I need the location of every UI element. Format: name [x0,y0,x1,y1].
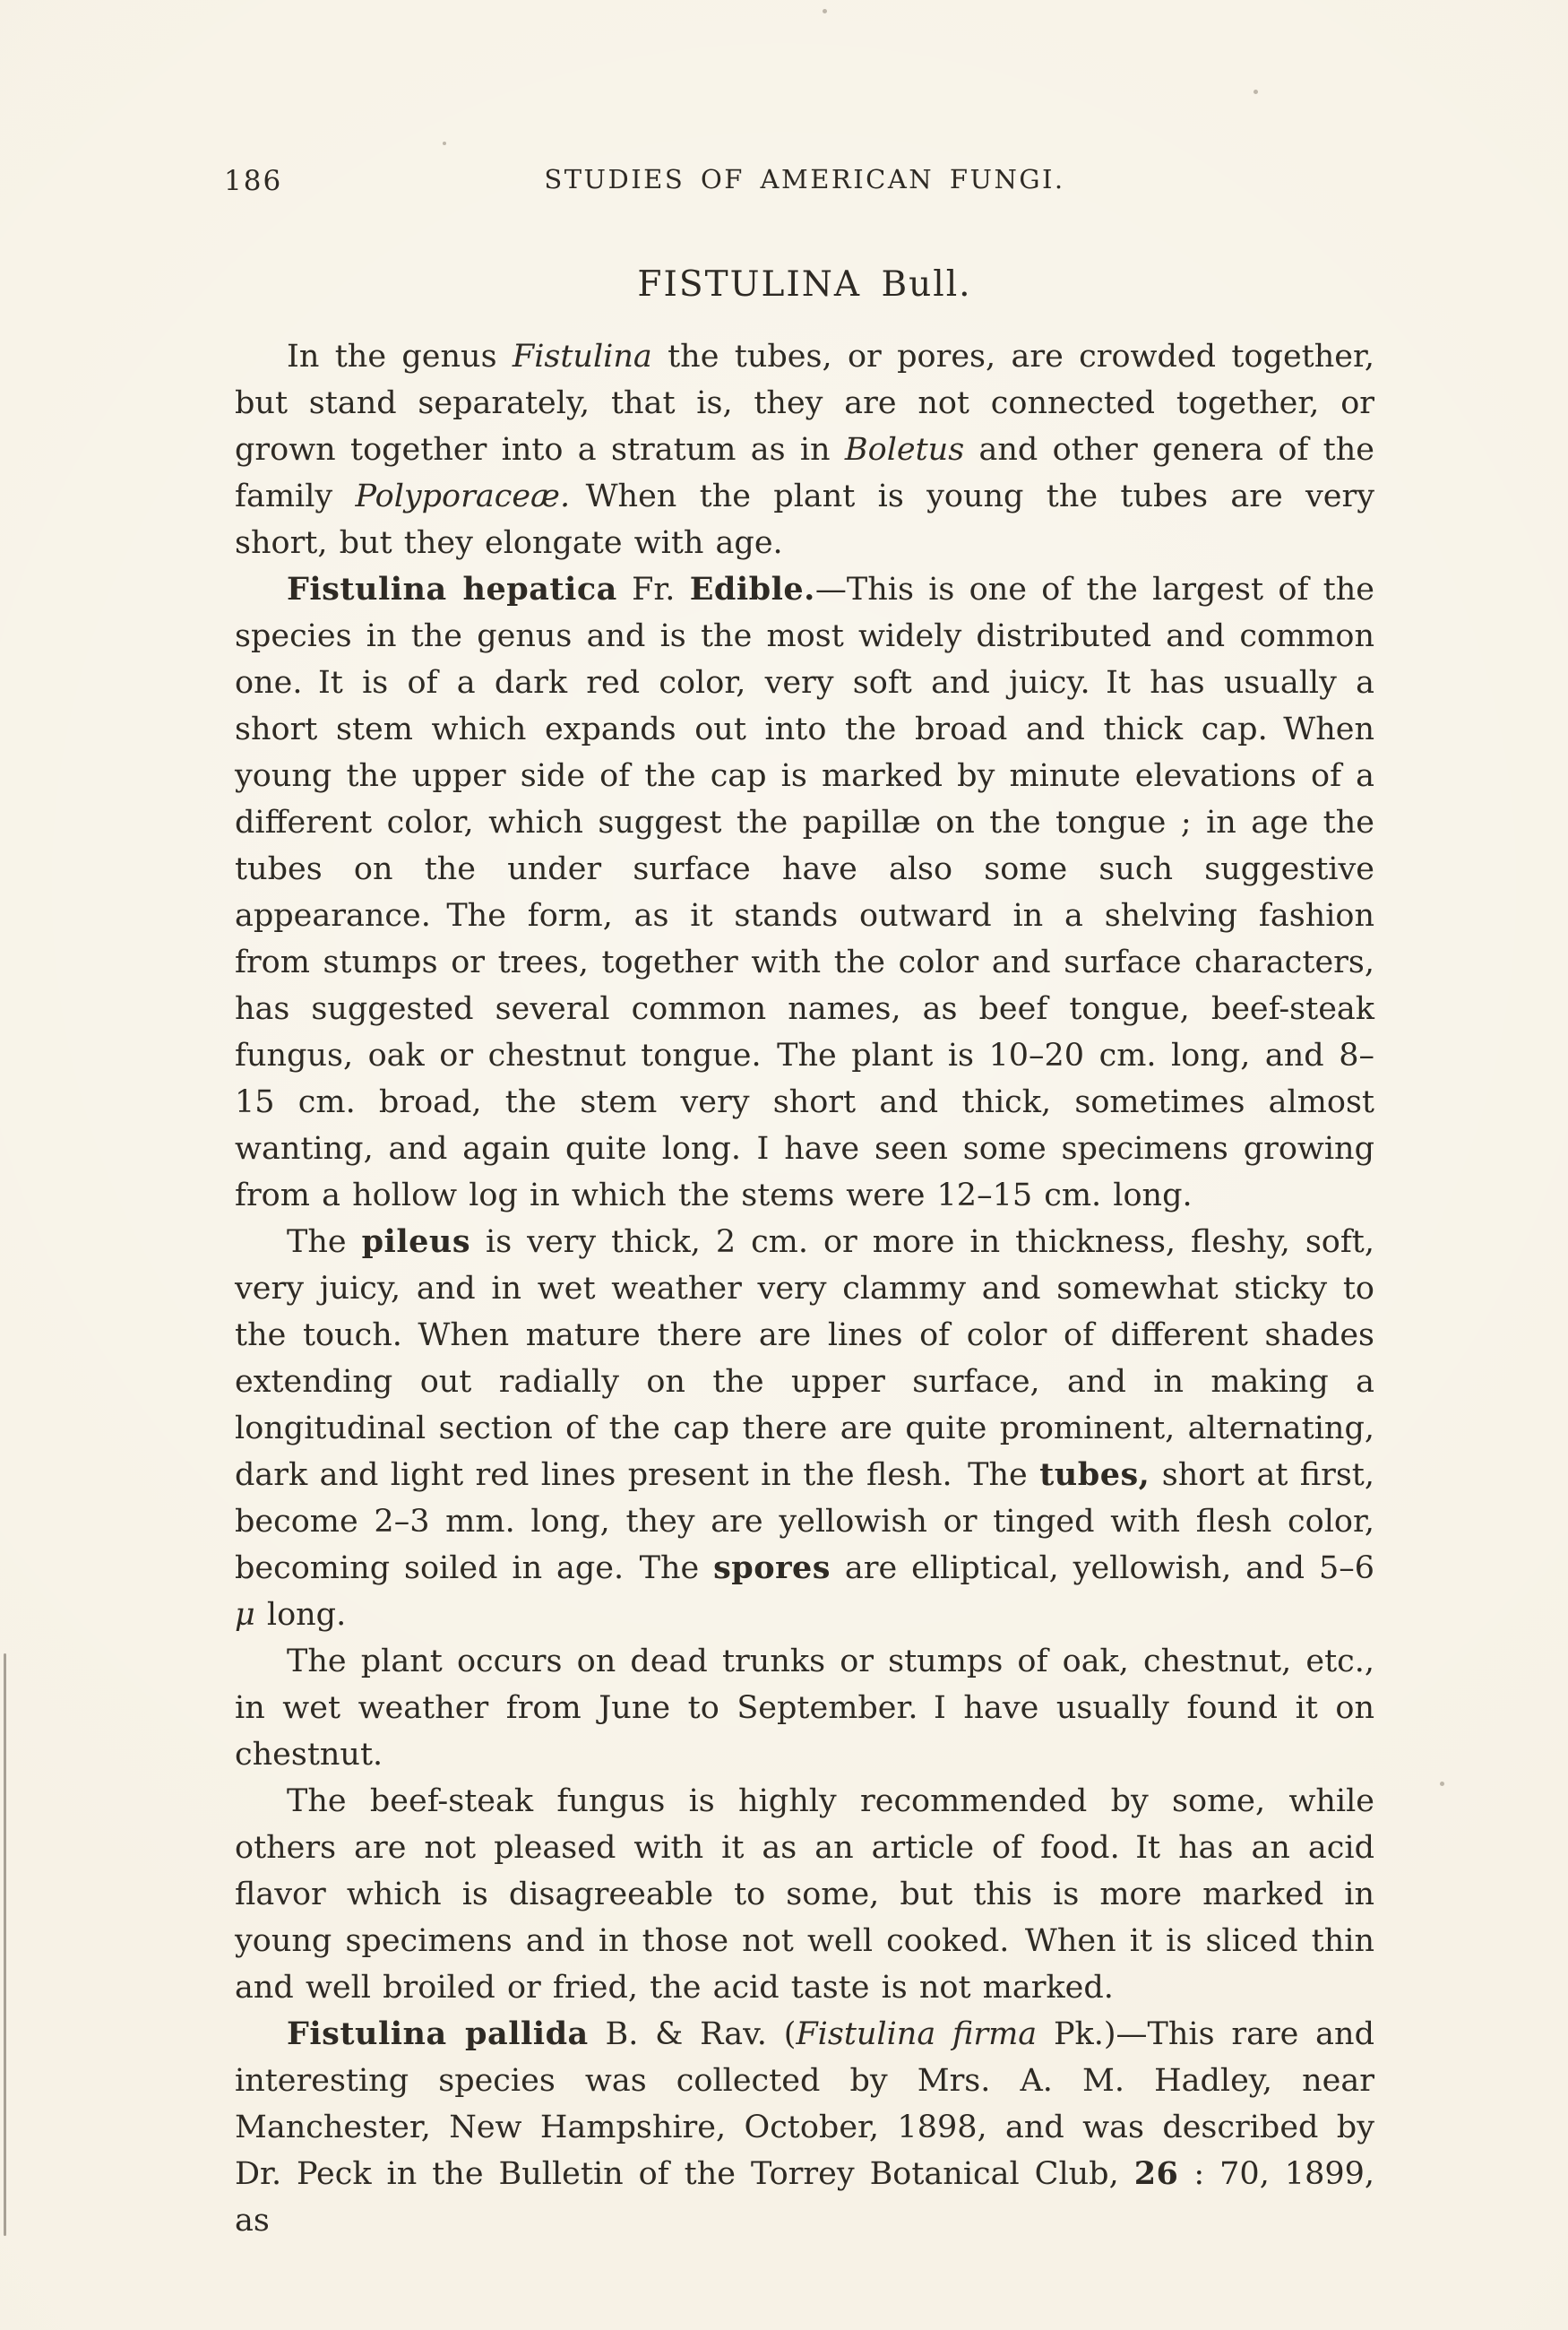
paragraph [235,1219,1374,1638]
body-text: In the genus [287,339,513,375]
body-text: and other genera of the family [235,432,1374,514]
italic-text: μ [235,1597,255,1633]
bold-text: pileus [361,1223,471,1260]
bold-text: Edible. [689,571,815,608]
bold-text: 26 [1133,2155,1179,2192]
paragraph [235,333,1374,566]
body-text: short at first, become 2–3 mm. long, they are yellowish or tinged with flesh color, becoming soiled in age. The [235,1457,1374,1586]
body-text: When the plant is young the tubes are very short, but they elongate with age. [235,479,1374,561]
paragraph [235,566,1374,1219]
scan-artifact [4,1653,6,2236]
body-text: The plant occurs on dead trunks or stumps of oak, chestnut, etc., in wet weather from June to September. I have usually found it on chestnut. [235,1644,1374,1773]
bold-text: tubes, [1039,1456,1150,1493]
paragraph [235,1638,1374,1778]
page-number: 186 [224,165,283,197]
body-text: The [287,1224,362,1260]
body-text: The beef-steak fungus is highly recommended by some, while others are not pleased with it as an article of food. It has an acid flavor which is disagreeable to some, but this is more marked in young specimens and in those not well cooked. When it is sliced thin and well broiled or fried, the acid taste is not marked. [235,1783,1374,2006]
scan-artifact [443,142,446,145]
italic-text: Polyporaceæ. [355,479,571,514]
paragraph [235,2011,1374,2244]
bold-text: Fistulina pallida [287,2015,589,2052]
scan-artifact [1440,1782,1444,1786]
italic-text: Fistulina [512,339,652,375]
scan-artifact [823,9,827,13]
section-title: FISTULINA Bull. [637,264,972,305]
page-header [224,164,1374,202]
body-text: Fr. [616,572,690,608]
italic-text: Fistulina firma [796,2016,1038,2052]
running-header: STUDIES OF AMERICAN FUNGI. [544,164,1065,194]
italic-text: Boletus [844,432,965,468]
body-text: B. & Rav. ( [588,2016,797,2052]
body-text: the tubes, or pores, are crowded together, but stand separately, that is, they are not connected together, or grown together into a stratum as in [235,339,1374,468]
body-text: long. [254,1597,347,1633]
body-text: —This is one of the largest of the species in the genus and is the most widely distributed and common one. It is of a dark red color, very soft and juicy. It has usually a short stem which expands out into the broad and thick cap. When young the upper side of the cap is marked by minute elevations of a different color, which suggest the papillæ on the tongue ; in age the tubes on the under surface have also some such suggestive appearance. The form, as it stands outward in a shelving fashion from stumps or trees, together with the color and surface characters, has suggested several common names, as beef tongue, beef-steak fungus, oak or chestnut tongue. The plant is 10–20 cm. long, and 8–15 cm. broad, the stem very short and thick, sometimes almost wanting, and again quite long. I have seen some specimens growing from a hollow log in which the stems were 12–15 cm. long. [235,572,1374,1213]
bold-text: spores [713,1549,831,1586]
article-body [235,333,1374,2244]
body-text: are elliptical, yellowish, and 5–6 [831,1550,1374,1586]
paragraph [235,1778,1374,2011]
body-text: Pk.)—This rare and interesting species was collected by Mrs. A. M. Hadley, near Manchester, New Hampshire, October, 1898, and was described by Dr. Peck in the Bulletin of the Torrey Botanical Club, [235,2016,1374,2192]
body-text: : 70, 1899, as [235,2156,1374,2239]
bold-text: Fistulina hepatica [287,571,617,608]
scan-artifact [1254,90,1258,94]
body-text: is very thick, 2 cm. or more in thickness, fleshy, soft, very juicy, and in wet weather very clammy and somewhat sticky to the touch. When mature there are lines of color of different shades extending out radially on the upper surface, and in making a longitudinal section of the cap there are quite prominent, alternating, dark and light red lines present in the flesh. The [235,1224,1374,1493]
